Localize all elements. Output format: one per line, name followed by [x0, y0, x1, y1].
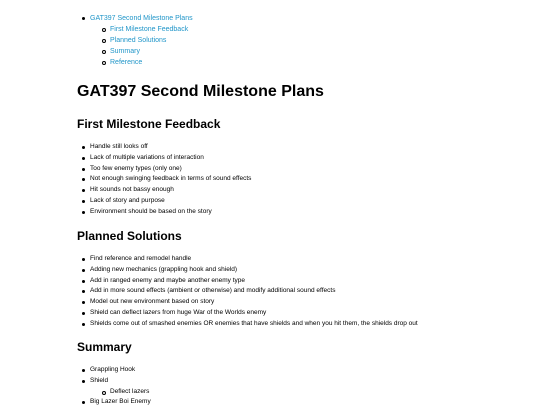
list-item: Lack of story and purpose [82, 196, 251, 207]
summary-list [82, 365, 151, 408]
section-heading-summary: Summary [77, 340, 132, 354]
list-item: Adding new mechanics (grappling hook and shield) [82, 265, 418, 276]
feedback-list [82, 142, 251, 218]
toc-link-solutions[interactable]: Planned Solutions [110, 37, 167, 44]
toc-item-feedback [102, 24, 193, 35]
list-item: Hit sounds not bassy enough [82, 185, 251, 196]
list-item: Add in more sound effects (ambient or otherwise) and modify additional sound effects [82, 286, 418, 297]
section-heading-feedback: First Milestone Feedback [77, 117, 221, 131]
list-item: Too few enemy types (only one) [82, 164, 251, 175]
summary-sublist [102, 387, 151, 398]
list-item-shield [82, 376, 151, 398]
list-item: Handle still looks off [82, 142, 251, 153]
list-item: Not enough swinging feedback in terms of sound effects [82, 174, 251, 185]
list-item: Add in ranged enemy and maybe another enemy type [82, 276, 418, 287]
list-item: Find reference and remodel handle [82, 254, 418, 265]
solutions-list [82, 254, 418, 330]
toc-link-summary[interactable]: Summary [110, 48, 140, 55]
list-item: Environment should be based on the story [82, 207, 251, 218]
sub-list-item: Deflect lazers [102, 387, 151, 398]
toc-sublist [102, 24, 193, 68]
list-item: Shield can deflect lazers from huge War of the Worlds enemy [82, 308, 418, 319]
list-item: Grappling Hook [82, 365, 151, 376]
toc-item-summary [102, 46, 193, 57]
table-of-contents [82, 13, 193, 68]
toc-item-solutions [102, 35, 193, 46]
page-title: GAT397 Second Milestone Plans [77, 83, 324, 100]
toc-link-main[interactable]: GAT397 Second Milestone Plans [90, 15, 193, 22]
list-item-label: Shield [90, 376, 109, 384]
toc-item-reference [102, 57, 193, 68]
list-item: Shields come out of smashed enemies OR enemies that have shields and when you hit them, the shields drop out [82, 319, 418, 330]
list-item: Model out new environment based on story [82, 297, 418, 308]
list-item: Lack of multiple variations of interaction [82, 153, 251, 164]
list-item: Big Lazer Boi Enemy [82, 397, 151, 408]
toc-item-main [82, 13, 193, 68]
section-heading-solutions: Planned Solutions [77, 229, 182, 243]
toc-link-reference[interactable]: Reference [110, 59, 143, 66]
toc-link-feedback[interactable]: First Milestone Feedback [110, 26, 189, 33]
